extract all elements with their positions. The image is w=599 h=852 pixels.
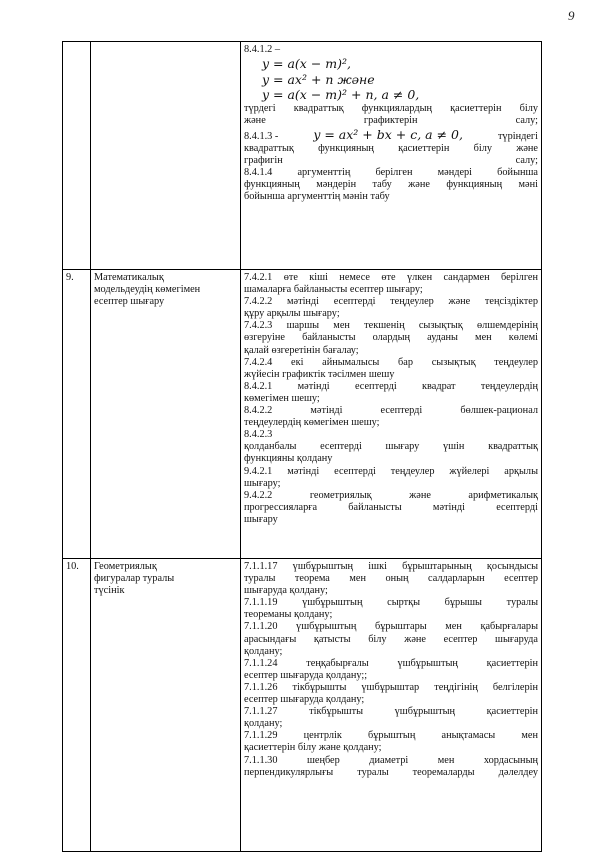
objective-text: функцияның мәндерін табу және функцияның мәні [244, 179, 538, 191]
objective-line: қолдану; [244, 718, 283, 730]
objective-line: қолдану; [244, 645, 283, 657]
row-number-cell: 9. [63, 270, 91, 559]
objective-line: қасиеттерін білу және қолдану; [244, 742, 382, 754]
topic-line: Математикалық [94, 272, 164, 283]
row-number-cell [63, 42, 91, 270]
objective-line: 7.1.1.24 теңқабырғалы үшбұрыштың қасиеттерін [244, 657, 538, 669]
objective-line: 8.4.2.2 мәтінді есептерді бөлшек-рационал [244, 405, 538, 417]
objective-line: 7.1.1.26 тікбұрышты үшбұрыштар теңдігінің белгілерін [244, 681, 538, 693]
objectives-cell [241, 559, 542, 852]
objective-line: 7.4.2.3 шаршы мен текшенің сызықтық өлшемдерінің [244, 320, 538, 332]
objective-line: 7.1.1.19 үшбұрыштың сыртқы бұрышы туралы [244, 597, 538, 609]
objectives-cell [241, 42, 542, 270]
objective-line: функцияны қолдану [244, 453, 333, 465]
table-row [63, 559, 542, 852]
topic-line: түсінік [94, 585, 125, 597]
objective-line: 7.4.2.1 өте кіші немесе өте үлкен сандармен берілген [244, 272, 538, 283]
objective-line: теңдеулердің көмегімен шешу; [244, 417, 380, 429]
objective-line: 7.1.1.27 тікбұрышты үшбұрыштың қасиеттерін [244, 706, 538, 718]
objective-line: есептер шығаруда қолдану; [244, 694, 365, 706]
topic-cell [91, 559, 241, 852]
objective-line: 8.4.2.1 мәтінді есептерді квадрат теңдеулердің [244, 380, 538, 392]
formula: y = ax² + bx + c, a ≠ 0, [313, 126, 463, 142]
topic-line: фигуралар туралы [94, 573, 175, 585]
objective-line: перпендикулярлығы туралы теоремаларды дәлелдеу [244, 766, 538, 778]
objective-line: жүйесін графиктік тәсілмен шешу [244, 368, 395, 380]
objectives-cell [241, 270, 542, 559]
objective-text: түріндегі [497, 130, 538, 142]
objective-line: 7.1.1.17 үшбұрыштың ішкі бұрыштарының қосындысы [244, 561, 538, 572]
objective-line: қолданбалы есептерді шығару үшін квадраттық [244, 441, 538, 453]
table-row [63, 42, 542, 270]
topic-cell [91, 270, 241, 559]
objective-line: туралы теорема мен оның салдарларын есептер [244, 573, 538, 585]
objective-line: көмегімен шешу; [244, 392, 320, 404]
objective-line: шамаларға байланысты есептер шығару; [244, 284, 423, 296]
objective-line: өзгеруіне байланысты олардың ауданы мен көлемі [244, 332, 538, 344]
objective-line: 9.4.2.2 геометриялық және арифметикалық [244, 489, 538, 501]
topic-line: модельдеудің көмегімен [94, 284, 201, 296]
objective-line: 7.1.1.29 центрлік бұрыштың анықтамасы мен [244, 730, 538, 742]
objective-text: 8.4.1.4 аргументтің берілген мәндері бойынша [244, 167, 538, 179]
objective-line: 7.1.1.30 шеңбер диаметрі мен хордасының [244, 754, 538, 766]
objective-line: шығаруда қолдану; [244, 585, 328, 597]
objective-text: және графиктерін салу; [244, 114, 538, 126]
formula: y = ax² + n және [262, 71, 375, 87]
objective-line: прогрессияларға байланысты мәтінді есептерді [244, 501, 538, 513]
objective-text: түрдегі квадраттық функциялардың қасиеттерін білу [244, 102, 538, 114]
objective-line: 8.4.2.3 [244, 429, 273, 441]
formula: y = a(x − m)² + n, a ≠ 0, [262, 87, 420, 103]
objective-line: шығару [244, 513, 278, 525]
objective-text: бойынша аргументтің мәнін табу [244, 191, 390, 203]
objective-line: шығару; [244, 477, 281, 489]
topic-line: Геометриялық [94, 561, 157, 572]
objective-line: есептер шығаруда қолдану;; [244, 669, 368, 681]
objective-line: 7.1.1.20 үшбұрыштың бұрыштары мен қабырғалары [244, 621, 538, 633]
objective-line: теореманы қолдану; [244, 609, 333, 621]
objective-line [244, 127, 538, 143]
topic-cell [91, 42, 241, 270]
row-number-cell: 10. [63, 559, 91, 852]
objective-code: 8.4.1.3 - [244, 130, 279, 142]
objective-text: графигін салу; [244, 154, 538, 166]
objective-line: арасындағы қатысты білу және есептер шығаруда [244, 633, 538, 645]
formula: y = a(x − m)², [262, 56, 351, 72]
topic-line: есептер шығару [94, 296, 165, 308]
objective-code: 8.4.1.2 – [244, 44, 281, 55]
objective-text: квадраттық функцияның қасиеттерін білу және [244, 142, 538, 154]
objective-line: 7.4.2.4 екі айнымалысы бар сызықтық теңдеулер [244, 356, 538, 368]
curriculum-table [62, 41, 542, 852]
page-number: 9 [568, 8, 575, 23]
objective-line: құру арқылы шығару; [244, 308, 340, 320]
objective-line: 9.4.2.1 мәтінді есептерді теңдеулер жүйелері арқылы [244, 465, 538, 477]
objective-line: 7.4.2.2 мәтінді есептерді теңдеулер және теңсіздіктер [244, 296, 538, 308]
table-row [63, 270, 542, 559]
objective-line: қалай өзгеретінін бағалау; [244, 344, 359, 356]
